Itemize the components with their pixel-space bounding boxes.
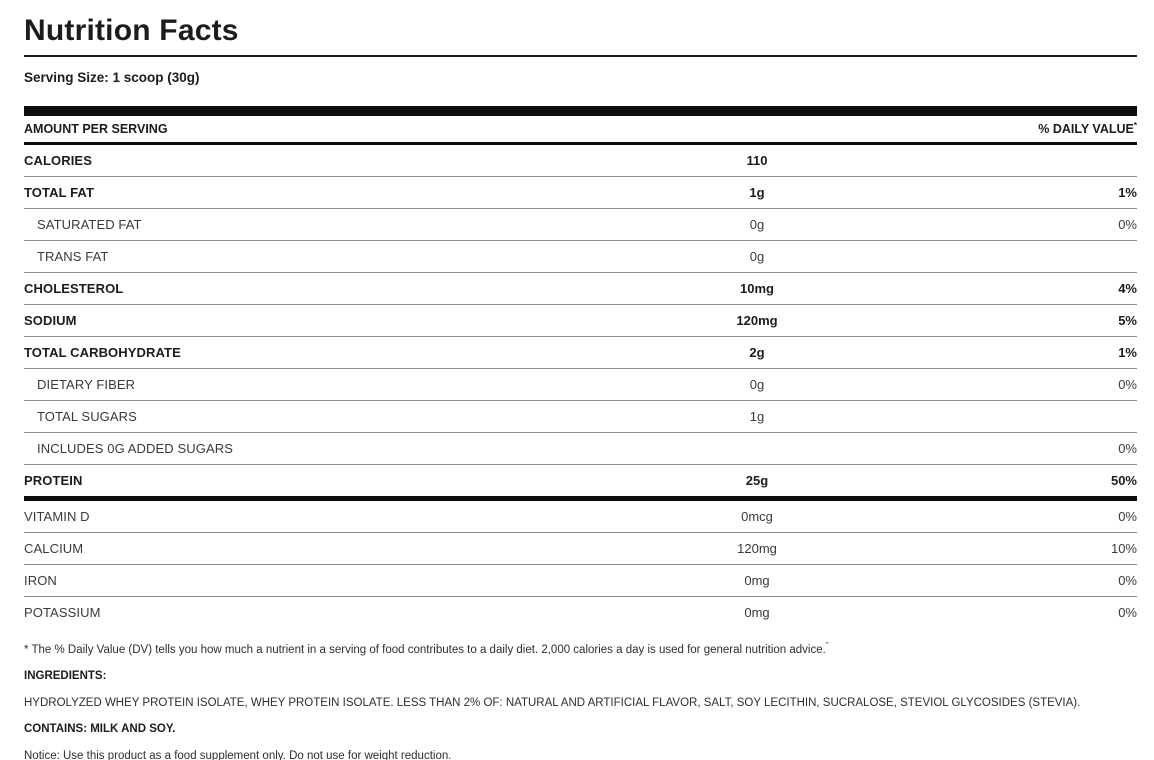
row-daily-value: 1% bbox=[1118, 185, 1137, 200]
row-daily-value: 0% bbox=[1118, 573, 1137, 588]
table-row bbox=[24, 305, 1137, 337]
daily-value-header-text: % DAILY VALUE bbox=[1038, 122, 1134, 137]
row-label: TOTAL CARBOHYDRATE bbox=[24, 345, 181, 360]
row-label: CALORIES bbox=[24, 153, 92, 168]
row-label: PROTEIN bbox=[24, 473, 83, 488]
table-row bbox=[24, 465, 1137, 501]
notice-text: Notice: Use this product as a food supplement only. Do not use for weight reduction. bbox=[24, 749, 452, 760]
row-label: CALCIUM bbox=[24, 541, 84, 556]
row-daily-value: 0% bbox=[1118, 441, 1137, 456]
table-header bbox=[24, 116, 1137, 145]
row-amount: 2g bbox=[749, 345, 765, 360]
row-daily-value: 0% bbox=[1118, 605, 1137, 620]
amount-per-serving-header: AMOUNT PER SERVING bbox=[24, 122, 168, 136]
table-row bbox=[24, 565, 1137, 597]
row-daily-value: 50% bbox=[1110, 473, 1137, 488]
row-amount: 0mcg bbox=[741, 509, 773, 524]
row-daily-value: 0% bbox=[1118, 377, 1137, 392]
row-amount: 25g bbox=[745, 473, 769, 488]
row-label: POTASSIUM bbox=[24, 605, 101, 620]
row-label: IRON bbox=[24, 573, 57, 588]
row-label: CHOLESTEROL bbox=[24, 281, 124, 296]
row-amount: 1g bbox=[749, 409, 765, 424]
daily-value-header bbox=[1038, 121, 1137, 136]
table-row bbox=[24, 241, 1137, 273]
row-daily-value: 5% bbox=[1118, 313, 1137, 328]
row-label: TOTAL SUGARS bbox=[37, 409, 137, 424]
row-label: INCLUDES 0G ADDED SUGARS bbox=[37, 441, 234, 456]
row-amount: 0g bbox=[749, 217, 765, 232]
row-amount: 0g bbox=[749, 249, 765, 264]
row-amount: 0g bbox=[749, 377, 765, 392]
row-daily-value: 0% bbox=[1118, 217, 1137, 232]
row-amount: 120mg bbox=[736, 313, 778, 328]
table-row bbox=[24, 209, 1137, 241]
ingredients-text: HYDROLYZED WHEY PROTEIN ISOLATE, WHEY PROTEIN ISOLATE. LESS THAN 2% OF: NATURAL AND ARTIFICIAL FLAVOR, SALT, SOY LECITHIN, SUCRALOSE, STEVIOL GLYCOSIDES (STEVIA). bbox=[24, 696, 1081, 709]
table-row bbox=[24, 597, 1137, 628]
row-amount: 10mg bbox=[740, 281, 774, 296]
footnote-end-mark: ” bbox=[825, 641, 829, 650]
daily-value-footnote-marker: * bbox=[1133, 121, 1137, 131]
nutrition-table bbox=[24, 145, 1137, 628]
table-row bbox=[24, 533, 1137, 565]
row-label: TOTAL FAT bbox=[24, 185, 94, 200]
row-daily-value: 1% bbox=[1118, 345, 1137, 360]
table-row bbox=[24, 145, 1137, 177]
row-amount: 0mg bbox=[744, 605, 770, 620]
row-daily-value: 0% bbox=[1118, 509, 1137, 524]
table-row bbox=[24, 401, 1137, 433]
contains-text: CONTAINS: MILK AND SOY. bbox=[24, 723, 176, 736]
daily-value-footnote-text: * The % Daily Value (DV) tells you how much a nutrient in a serving of food contributes to a daily diet. 2,000 calories a day is used for general nutrition advice. bbox=[24, 643, 826, 656]
table-row bbox=[24, 433, 1137, 465]
table-row bbox=[24, 369, 1137, 401]
row-daily-value: 4% bbox=[1118, 281, 1137, 296]
ingredients-label: INGREDIENTS: bbox=[24, 670, 107, 683]
table-row bbox=[24, 337, 1137, 369]
row-daily-value: 10% bbox=[1110, 541, 1137, 556]
row-amount: 0mg bbox=[744, 573, 770, 588]
row-amount: 110 bbox=[746, 153, 768, 168]
table-row bbox=[24, 501, 1137, 533]
page-title: Nutrition Facts bbox=[24, 14, 1137, 57]
table-row bbox=[24, 177, 1137, 209]
top-divider-bar bbox=[24, 106, 1137, 116]
row-amount: 120mg bbox=[737, 541, 777, 556]
row-label: SODIUM bbox=[24, 313, 77, 328]
table-row bbox=[24, 273, 1137, 305]
row-label: TRANS FAT bbox=[37, 249, 109, 264]
daily-value-footnote bbox=[24, 641, 1137, 656]
serving-size-text: Serving Size: 1 scoop (30g) bbox=[24, 70, 200, 85]
row-label: DIETARY FIBER bbox=[37, 377, 136, 392]
row-label: SATURATED FAT bbox=[37, 217, 142, 232]
row-label: VITAMIN D bbox=[24, 509, 90, 524]
row-amount: 1g bbox=[749, 185, 765, 200]
